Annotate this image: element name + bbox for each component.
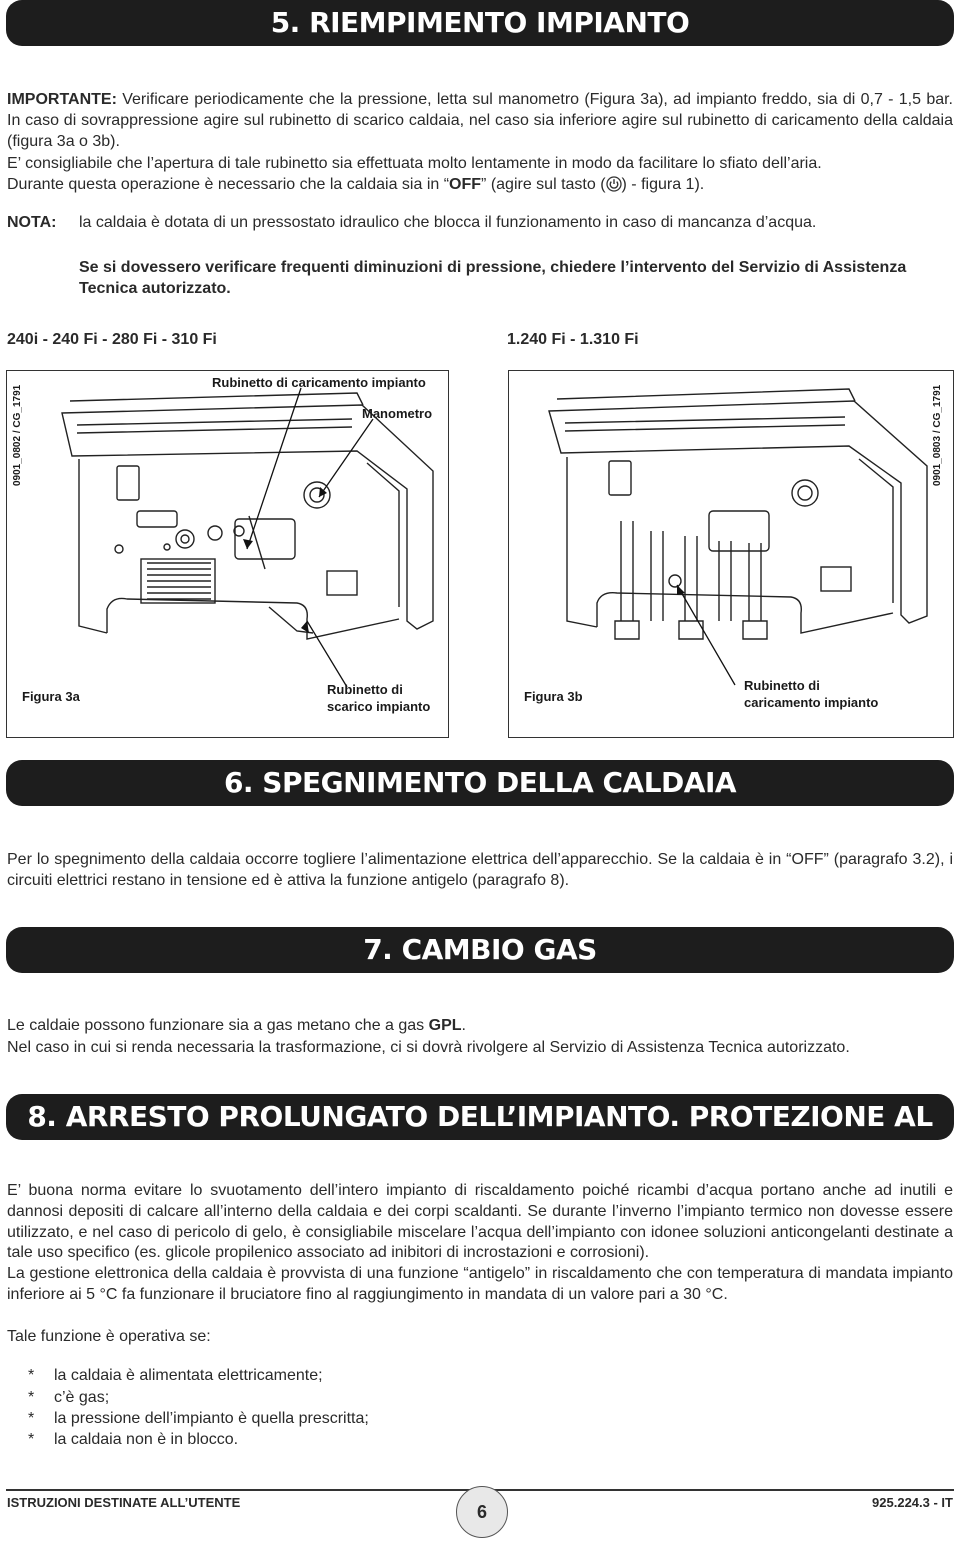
section-5-line3 [7, 174, 953, 195]
boiler-drawing-3b [509, 371, 952, 736]
figure-3a [6, 370, 449, 738]
label-scarico-line2: scarico impianto [327, 699, 431, 714]
list-item [0, 1367, 960, 1388]
bullet-marker: * [28, 1367, 35, 1384]
figure-3a-code: 0901_0802 / CG_1791 [12, 384, 23, 486]
list-item [0, 1431, 960, 1452]
line3-part-c: ) - figura 1). [621, 176, 705, 193]
section-6-text: Per lo spegnimento della caldaia occorre togliere l’alimentazione elettrica dell’apparecchio. Se la caldaia è in “OFF” (paragrafo 3.2), i circuiti elettrici restano in tensione ed è attiva la funzione antigelo (paragrafo 8). [7, 851, 953, 889]
section-5-title: 5. RIEMPIMENTO IMPIANTO [6, 0, 954, 46]
label-caricamento-line2: caricamento impianto [744, 695, 879, 710]
figure-3b [508, 370, 954, 738]
power-button-icon [606, 176, 622, 192]
bullet-marker: * [28, 1389, 35, 1406]
bullet-text: la caldaia è alimentata elettricamente; [54, 1367, 323, 1384]
list-item [0, 1410, 960, 1431]
page-number: 6 [456, 1486, 508, 1538]
nota-text: la caldaia è dotata di un pressostato idraulico che blocca il funzionamento in caso di mancanza d’acqua. [79, 214, 817, 231]
bullet-marker: * [28, 1431, 35, 1448]
section-8-para2: La gestione elettronica della caldaia è provvista di una funzione “antigelo” in riscaldamento che con temperatura di mandata impianto inferiore ai 5 °C fa funzionare il bruciatore fino al raggiungimento in mandata di un valore pari a 30 °C. [7, 1265, 953, 1303]
footer-right: 925.224.3 - IT [872, 1495, 953, 1510]
section-8-para1: E’ buona norma evitare lo svuotamento dell’intero impianto di riscaldamento poiché ricambi d’acqua portano anche ad inutili e dannosi depositi di calcare all’interno della caldaia e dei corpi scaldanti. Se durante l’inverno l’impianto termico non dovesse essere utilizzato, e nel caso di pericolo di gelo, è consigliabile miscelare l’acqua dell’impianto con idonee soluzioni anticongelanti destinate a tale uso specifico (es. glicole propilenico associato ad inibitori di incrostazioni e corrosioni). [7, 1182, 953, 1262]
bullet-text: la caldaia non è in blocco. [54, 1431, 239, 1448]
models-right: 1.240 Fi - 1.310 Fi [507, 331, 639, 348]
bullet-marker: * [28, 1410, 35, 1427]
label-rubinetto-caricamento-3a: Rubinetto di caricamento impianto [212, 375, 426, 390]
section-5-line2: E’ consigliabile che l’apertura di tale rubinetto sia effettuata molto lentamente in modo da facilitare lo sfiato dell’aria. [7, 155, 822, 172]
nota-label: NOTA: [7, 214, 57, 231]
line3-part-b: ” (agire sul tasto ( [481, 176, 606, 193]
bullet-text: c’è gas; [54, 1389, 110, 1406]
bullet-text: la pressione dell’impianto è quella prescritta; [54, 1410, 369, 1427]
gas-text-end: . [461, 1017, 466, 1034]
section-7-line1 [7, 1015, 953, 1036]
label-scarico-line1: Rubinetto di [327, 682, 403, 697]
off-label: OFF [449, 176, 482, 193]
section-6-title: 6. SPEGNIMENTO DELLA CALDAIA [6, 760, 954, 806]
footer-left: ISTRUZIONI DESTINATE ALL’UTENTE [7, 1495, 241, 1510]
list-item [0, 1389, 960, 1410]
section-7-line2: Nel caso in cui si renda necessaria la trasformazione, ci si dovrà rivolgere al Servizio di Assistenza Tecnica autorizzato. [7, 1039, 850, 1056]
section-8-title: 8. ARRESTO PROLUNGATO DELL’IMPIANTO. PROTEZIONE AL GELO [6, 1094, 954, 1140]
figure-3b-caption: Figura 3b [524, 689, 583, 704]
importante-paragraph [7, 89, 953, 153]
gpl-label: GPL [428, 1017, 462, 1034]
label-caricamento-line1: Rubinetto di [744, 678, 820, 693]
importante-text: Verificare periodicamente che la pressione, letta sul manometro (Figura 3a), ad impianto freddo, sia di 0,7 - 1,5 bar. In caso di sovrappressione agire sul rubinetto di scarico caldaia, nel caso sia inferiore agire sul rubinetto di caricamento della caldaia (figura 3a o 3b). [7, 91, 953, 150]
section-8-intro: Tale funzione è operativa se: [7, 1328, 211, 1345]
gas-text: Le caldaie possono funzionare sia a gas metano che a gas [7, 1017, 429, 1034]
models-left: 240i - 240 Fi - 280 Fi - 310 Fi [7, 331, 217, 348]
assistance-warning: Se si dovessero verificare frequenti diminuzioni di pressione, chiedere l’intervento del Servizio di Assistenza Tecnica autorizzato. [79, 259, 907, 297]
line3-part-a: Durante questa operazione è necessario che la caldaia sia in “ [7, 176, 450, 193]
label-manometro: Manometro [362, 406, 433, 421]
figure-3b-code: 0901_0803 / CG_1791 [932, 384, 943, 486]
figure-3a-caption: Figura 3a [22, 689, 80, 704]
section-7-title: 7. CAMBIO GAS [6, 927, 954, 973]
importante-label: IMPORTANTE: [7, 91, 117, 108]
